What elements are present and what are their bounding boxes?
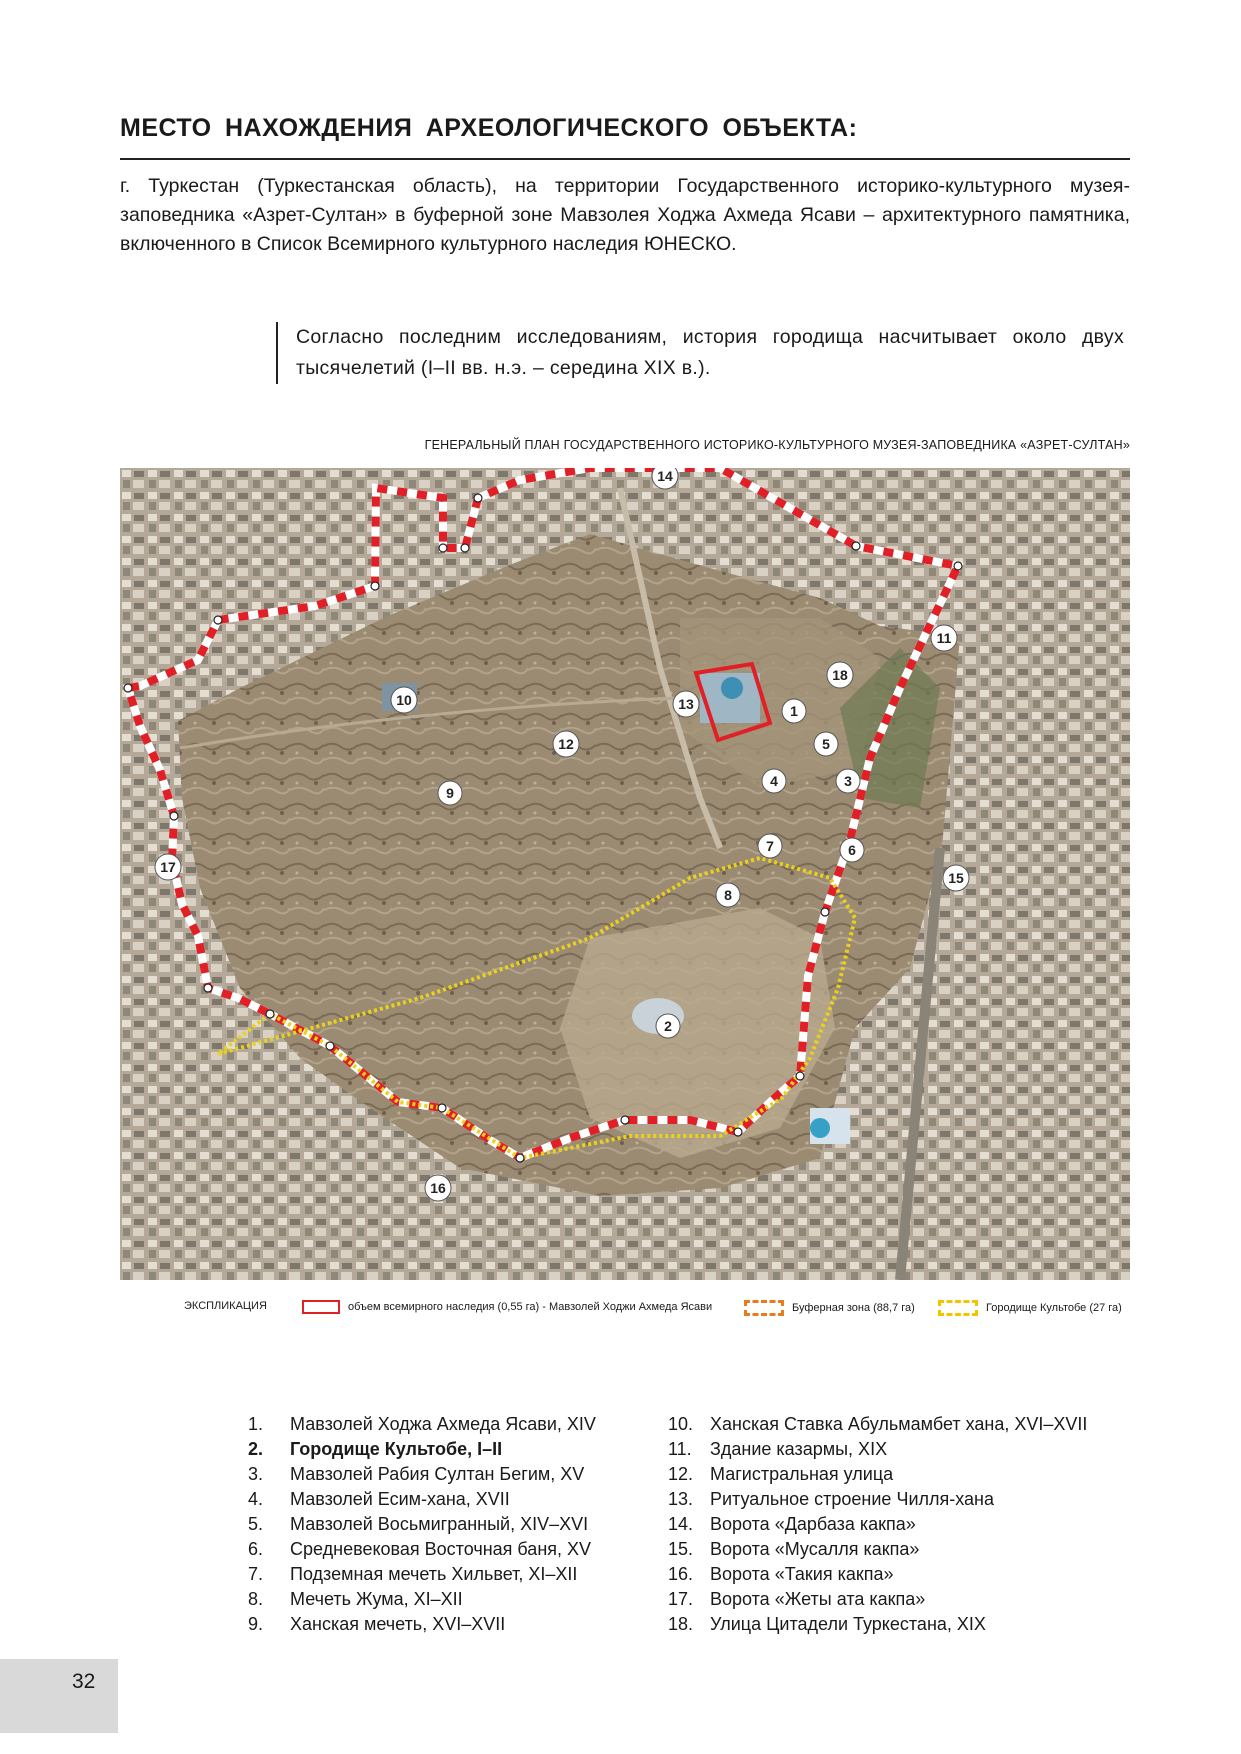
marker-10: [391, 687, 417, 713]
marker-3: [836, 769, 860, 793]
legend-buffer-zone: [744, 1300, 915, 1316]
list-item: 10. Ханская Ставка Абульмамбет хана, XVI–XVII: [668, 1414, 1088, 1434]
svg-text:11: 11: [936, 630, 952, 646]
svg-text:12: 12: [558, 736, 574, 752]
marker-11: [931, 625, 957, 651]
marker-4: [762, 769, 786, 793]
legend-kultobe-label: Городище Культобе (27 га): [986, 1301, 1122, 1314]
objects-list-right: [668, 1412, 1087, 1637]
map-caption: ГЕНЕРАЛЬНЫЙ ПЛАН ГОСУДАРСТВЕННОГО ИСТОРИКО-КУЛЬТУРНОГО МУЗЕЯ-ЗАПОВЕДНИКА «АЗРЕТ-СУЛТАН»: [424, 438, 1130, 452]
svg-text:15: 15: [948, 870, 964, 886]
svg-text:14: 14: [657, 468, 673, 484]
list-item: 12. Магистральная улица: [668, 1464, 894, 1484]
marker-18: [827, 662, 853, 688]
list-item: 1. Мавзолей Ходжа Ахмеда Ясави, XIV: [248, 1414, 596, 1434]
world-heritage-swatch: [302, 1300, 340, 1314]
list-item: 9. Ханская мечеть, XVI–XVII: [248, 1614, 506, 1634]
svg-text:1: 1: [790, 703, 798, 719]
svg-text:13: 13: [678, 696, 694, 712]
marker-8: [716, 883, 740, 907]
legend-title: ЭКСПЛИКАЦИЯ: [184, 1300, 267, 1312]
page-number: 32: [72, 1670, 96, 1693]
marker-7: [758, 834, 782, 858]
list-item: 13. Ритуальное строение Чилля-хана: [668, 1489, 995, 1509]
list-item: 5. Мавзолей Восьмигранный, XIV–XVI: [248, 1514, 589, 1534]
list-item: 15. Ворота «Мусалля какпа»: [668, 1539, 920, 1559]
marker-13: [673, 691, 699, 717]
list-item: 8. Мечеть Жума, XI–XII: [248, 1589, 463, 1609]
list-item: 17. Ворота «Жеты ата какпа»: [668, 1589, 926, 1609]
section-heading: МЕСТО НАХОЖДЕНИЯ АРХЕОЛОГИЧЕСКОГО ОБЪЕКТА:: [120, 114, 858, 142]
list-item: 16. Ворота «Такия какпа»: [668, 1564, 894, 1584]
svg-text:6: 6: [848, 842, 856, 858]
list-item: 11. Здание казармы, XIX: [668, 1439, 888, 1459]
list-item: 7. Подземная мечеть Хильвет, XI–XII: [248, 1564, 578, 1584]
svg-text:9: 9: [446, 785, 454, 801]
svg-text:5: 5: [822, 736, 830, 752]
list-item: 4. Мавзолей Есим-хана, XVII: [248, 1489, 510, 1509]
svg-text:4: 4: [770, 773, 778, 789]
list-item: 6. Средневековая Восточная баня, XV: [248, 1539, 592, 1559]
svg-text:16: 16: [430, 1180, 446, 1196]
kultobe-swatch: [938, 1300, 978, 1316]
list-item: 2. Городище Культобе, I–II: [248, 1439, 503, 1459]
list-item: 14. Ворота «Дарбаза какпа»: [668, 1514, 916, 1534]
svg-text:17: 17: [160, 859, 176, 875]
list-item: 3. Мавзолей Рабия Султан Бегим, XV: [248, 1464, 585, 1484]
marker-5: [814, 732, 838, 756]
legend-kultobe: [938, 1300, 1122, 1316]
heading-rule: [120, 158, 1130, 160]
marker-14: [652, 468, 678, 489]
location-paragraph: г. Туркестан (Туркестанская область), на территории Государственного историко-культурного музея-заповедника «Азрет-Султан» в буферной зоне Мавзолея Ходжа Ахмеда Ясави – архитектурного памятника, включенного в Список Всемирного культурного наследия ЮНЕСКО.: [120, 175, 1130, 255]
legend-world-heritage-label: объем всемирного наследия (0,55 га) - Мавзолей Ходжи Ахмеда Ясави: [348, 1300, 713, 1313]
marker-16: [425, 1175, 451, 1201]
marker-9: [438, 781, 462, 805]
site-plan-map: [120, 468, 1130, 1280]
svg-text:3: 3: [844, 773, 852, 789]
legend-buffer-zone-label: Буферная зона (88,7 га): [792, 1301, 915, 1314]
marker-6: [840, 838, 864, 862]
page-number-box: [0, 1659, 118, 1733]
marker-1: [782, 699, 806, 723]
marker-12: [553, 731, 579, 757]
marker-17: [155, 854, 181, 880]
buffer-zone-swatch: [744, 1300, 784, 1316]
marker-15: [943, 865, 969, 891]
map-legend: [120, 1300, 1130, 1318]
pull-quote: Согласно последним исследованиям, история городища насчитывает около двух тысячелетий (I–II вв. н.э. – середина XIX в.).: [276, 322, 1124, 384]
objects-list-left: [248, 1412, 596, 1637]
svg-text:7: 7: [766, 838, 774, 854]
svg-text:8: 8: [724, 887, 732, 903]
svg-text:18: 18: [832, 667, 848, 683]
marker-2: [656, 1014, 680, 1038]
svg-text:10: 10: [396, 692, 412, 708]
list-item: 18. Улица Цитадели Туркестана, XIX: [668, 1614, 986, 1634]
svg-text:2: 2: [664, 1018, 672, 1034]
legend-world-heritage: [302, 1300, 712, 1314]
